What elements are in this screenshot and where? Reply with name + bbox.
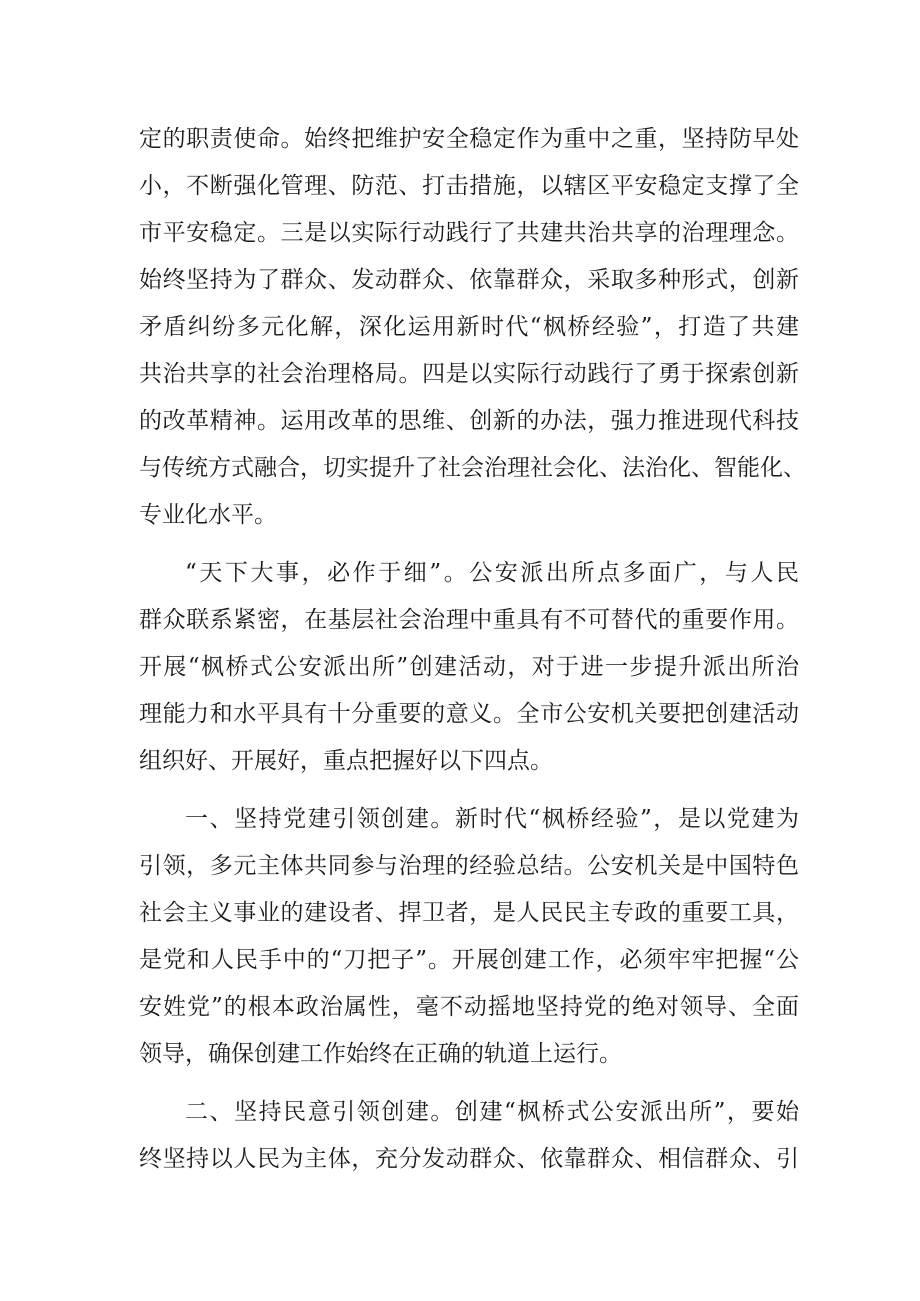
text-line: 组织好、开展好，重点把握好以下四点。 (139, 748, 553, 774)
text-line: 共治共享的社会治理格局。四是以实际行动践行了勇于探索创新 (139, 361, 799, 387)
text-line: 始终坚持为了群众、发动群众、依靠群众，采取多种形式，创新 (139, 267, 799, 293)
text-line: 一、坚持党建引领创建。新时代“枫桥经验”，是以党建为 (185, 806, 799, 832)
text-line: 是党和人民手中的“刀把子”。开展创建工作，必须牢牢把握“公 (139, 947, 799, 973)
text-line: 引领，多元主体共同参与治理的经验总结。公安机关是中国特色 (139, 853, 799, 879)
text-line: 社会主义事业的建设者、捍卫者，是人民民主专政的重要工具， (139, 900, 799, 926)
paragraph-gap (139, 785, 799, 796)
paragraph (139, 1089, 799, 1183)
text-line: 领导，确保创建工作始终在正确的轨道上运行。 (139, 1041, 622, 1067)
text-line: “天下大事，必作于细”。公安派出所点多面广，与人民 (185, 560, 799, 586)
text-line: 矛盾纠纷多元化解，深化运用新时代“枫桥经验”，打造了共建 (139, 314, 799, 340)
text-line: 的改革精神。运用改革的思维、创新的办法，强力推进现代科技 (139, 408, 799, 434)
text-line: 终坚持以人民为主体，充分发动群众、依靠群众、相信群众、引 (139, 1146, 799, 1172)
text-line: 二、坚持民意引领创建。创建“枫桥式公安派出所”，要始 (185, 1099, 799, 1125)
text-line: 定的职责使命。始终把维护安全稳定作为重中之重，坚持防早处 (139, 126, 799, 152)
text-line: 专业化水平。 (139, 502, 277, 528)
text-line: 小，不断强化管理、防范、打击措施，以辖区平安稳定支撑了全 (139, 173, 799, 199)
paragraph (139, 796, 799, 1078)
document-body (139, 116, 806, 1183)
text-line: 群众联系紧密，在基层社会治理中重具有不可替代的重要作用。 (139, 607, 799, 633)
text-line: 与传统方式融合，切实提升了社会治理社会化、法治化、智能化、 (139, 455, 806, 481)
paragraph-gap (139, 539, 799, 550)
paragraph-gap (139, 1078, 799, 1089)
text-line: 安姓党”的根本政治属性，毫不动摇地坚持党的绝对领导、全面 (139, 994, 799, 1020)
paragraph (139, 550, 799, 785)
text-line: 理能力和水平具有十分重要的意义。全市公安机关要把创建活动 (139, 701, 799, 727)
text-line: 开展“枫桥式公安派出所”创建活动，对于进一步提升派出所治 (139, 654, 799, 680)
paragraph (139, 116, 806, 539)
text-line: 市平安稳定。三是以实际行动践行了共建共治共享的治理理念。 (139, 220, 799, 246)
